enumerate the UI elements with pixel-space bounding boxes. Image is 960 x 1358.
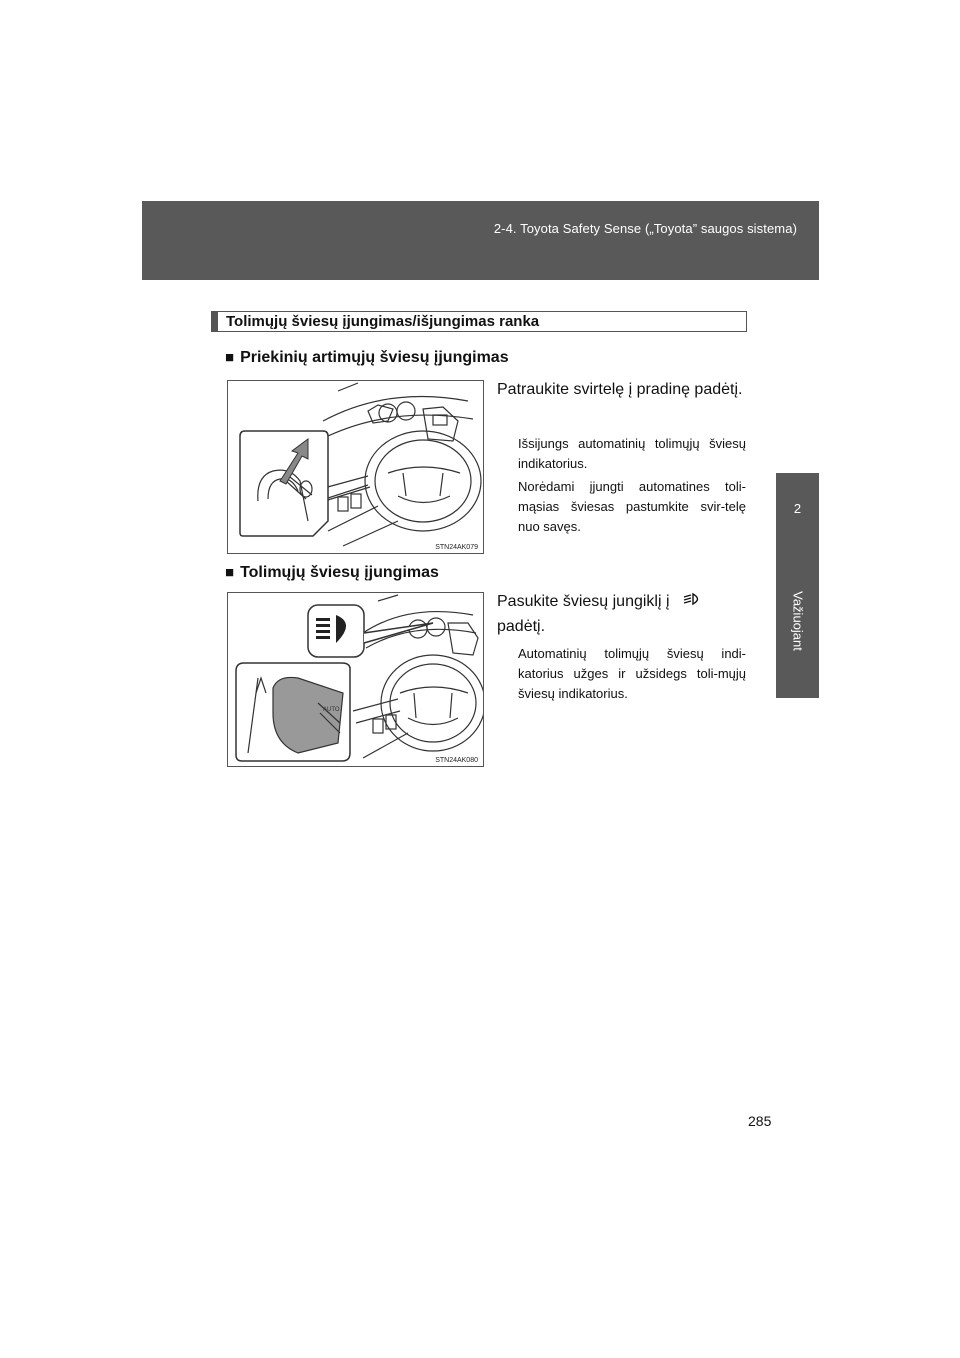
instruction-high-beam [497, 589, 747, 639]
header-band [142, 201, 819, 280]
note-1: Išsijungs automatinių tolimųjų šviesų indikatorius. [518, 436, 746, 471]
section-title-bar [211, 311, 747, 332]
section-marker [212, 312, 218, 331]
instruction-text-after: padėtį. [497, 618, 546, 636]
chapter-number-tab: 2 [776, 473, 819, 543]
note-3: Automatinių tolimųjų šviesų indi-katorius užges ir užsidegs toli-mųjų šviesų indikatorius. [518, 646, 746, 701]
bullet-square: ■ [225, 349, 235, 366]
figure-code: STN24AK080 [435, 757, 478, 764]
subheading-high-beam [225, 564, 439, 582]
note-2: Norėdami įjungti automatines toli-mąsias šviesas pastumkite svir-telę nuo savęs. [518, 479, 746, 534]
bullet-square: ■ [225, 564, 235, 581]
chapter-label: Važiuojant [790, 590, 805, 651]
page-number: 285 [748, 1113, 772, 1129]
figure-lever-pull [227, 380, 484, 554]
subheading-low-beam [225, 349, 509, 367]
svg-text:AUTO: AUTO [323, 707, 340, 713]
instruction-text-before: Pasukite šviesų jungiklį į [497, 593, 670, 610]
subheading-text: Priekinių artimųjų šviesų įjungimas [240, 349, 509, 366]
header-title: 2-4. Toyota Safety Sense („Toyota” saugos sistema) [493, 221, 797, 236]
dashboard-illustration [228, 381, 483, 553]
instruction-low-beam: Patraukite svirtelę į pradinę padėtį. [497, 381, 743, 398]
dashboard-illustration-2 [228, 593, 483, 766]
chapter-label-tab [776, 543, 819, 698]
figure-high-beam [227, 592, 484, 767]
section-title: Tolimųjų šviesų įjungimas/išjungimas ranka [226, 313, 540, 330]
low-beam-icon [682, 589, 702, 614]
subheading-text: Tolimųjų šviesų įjungimas [240, 564, 439, 581]
figure-code: STN24AK079 [435, 544, 478, 551]
